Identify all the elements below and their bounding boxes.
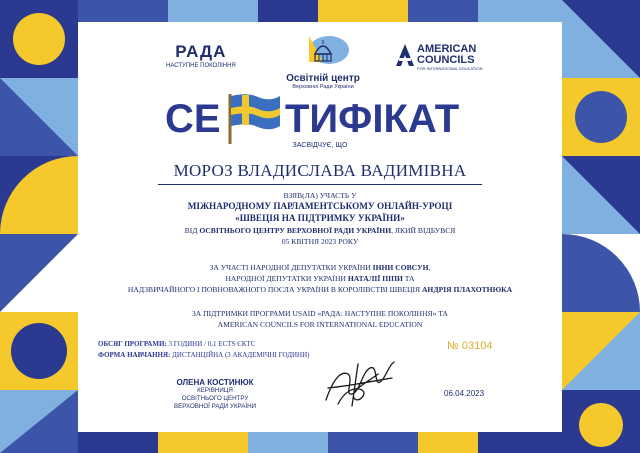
american-councils-mark-icon — [396, 44, 414, 66]
issue-date: 06.04.2023 — [444, 389, 485, 398]
rada-logo-subtitle: НАСТУПНЕ ПОКОЛІННЯ — [166, 63, 236, 69]
education-center-title: Освітній центр — [286, 73, 360, 84]
title-left-part: СЕ — [165, 97, 221, 141]
rada-logo-title: РАДА — [175, 42, 227, 61]
support-line-1: ЗА ПІДТРИМКИ ПРОГРАМИ USAID «РАДА: НАСТУПНЕ ПОКОЛІННЯ» ТА — [191, 309, 449, 318]
event-date: 05 КВІТНЯ 2023 РОКУ — [281, 237, 359, 246]
sweden-flag-icon — [224, 90, 282, 144]
participation-line-1 — [0, 263, 640, 272]
support-line-2: AMERICAN COUNCILS FOR INTERNATIONAL EDUCATION — [217, 320, 423, 329]
organizer-prefix: ВІД — [184, 226, 200, 235]
signer-role-2: ОСВІТНЬОГО ЦЕНТРУ — [181, 395, 249, 402]
certificate-number: № 03104 — [447, 340, 493, 352]
participation-line-2 — [0, 274, 640, 283]
program-scope-value: 3 ГОДИНИ / 0,1 ECTS ЄКТС — [166, 340, 256, 348]
logos-row — [78, 30, 562, 92]
ambassador-plakhotniuk: АНДРІЯ ПЛАХОТНЮКА — [421, 285, 513, 294]
education-center-subtitle: Верховної Ради України — [292, 84, 354, 90]
participation-suffix-1: , — [428, 263, 431, 272]
signer-name: ОЛЕНА КОСТИНЮК — [176, 378, 254, 387]
participation-prefix-1: ЗА УЧАСТІ НАРОДНОЇ ДЕПУТАТКИ УКРАЇНИ — [209, 263, 373, 272]
recipient-underline — [158, 184, 482, 185]
participation-prefix-3: НАДЗВИЧАЙНОГО І ПОВНОВАЖНОГО ПОСЛА УКРАЇНИ В КОРОЛІВСТВІ ШВЕЦІЯ — [127, 285, 422, 294]
title-right-part: ТИФІКАТ — [285, 97, 460, 141]
took-part-text: ВЗЯВ(ЛА) УЧАСТЬ У — [283, 191, 357, 200]
study-form-value: ДИСТАНЦІЙНА (3 АКАДЕМІЧНІ ГОДИНИ) — [170, 351, 310, 359]
rada-logo — [166, 42, 236, 69]
organizer-line — [0, 226, 640, 235]
deputy-pipa: НАТАЛІЇ ПІПИ — [347, 274, 403, 283]
participation-prefix-2: НАРОДНОЇ ДЕПУТАТКИ УКРАЇНИ — [225, 274, 348, 283]
program-scope-label: ОБСЯГ ПРОГРАМИ: — [98, 340, 167, 348]
american-councils-word1: AMERICAN — [417, 43, 477, 55]
event-line-2: «ШВЕЦІЯ НА ПІДТРИМКУ УКРАЇНИ» — [235, 213, 405, 223]
testifies-text: ЗАСВІДЧУЄ, ЩО — [292, 142, 348, 149]
american-councils-word2: COUNCILS — [417, 54, 475, 66]
signer-role-1: КЕРІВНИЦЯ — [197, 387, 233, 394]
participation-suffix-2: ТА — [402, 274, 415, 283]
education-center-logo — [268, 30, 378, 90]
study-form-label: ФОРМА НАВЧАННЯ: — [98, 351, 171, 359]
organizer-name: ОСВІТНЬОГО ЦЕНТРУ ВЕРХОВНОЇ РАДИ УКРАЇНИ — [199, 226, 392, 235]
program-scope — [98, 340, 255, 348]
american-councils-logo — [396, 44, 482, 71]
american-councils-subtitle: FOR INTERNATIONAL EDUCATION — [417, 66, 483, 71]
deputy-sovsun: ІННИ СОВСУН — [372, 263, 429, 272]
signer-role-3: ВЕРХОВНОЇ РАДИ УКРАЇНИ — [173, 403, 257, 410]
handwritten-signature — [318, 352, 398, 412]
signer-block — [140, 378, 290, 411]
study-form — [98, 351, 309, 359]
event-line-1: МІЖНАРОДНОМУ ПАРЛАМЕНТСЬКОМУ ОНЛАЙН-УРОЦІ — [187, 201, 453, 211]
certificate-title — [0, 96, 640, 142]
parliament-dome-icon — [293, 30, 353, 66]
recipient-name: МОРОЗ ВЛАДИСЛАВА ВАДИМІВНА — [173, 161, 467, 180]
organizer-suffix: , ЯКИЙ ВІДБУВСЯ — [391, 226, 456, 235]
participation-line-3 — [0, 285, 640, 294]
